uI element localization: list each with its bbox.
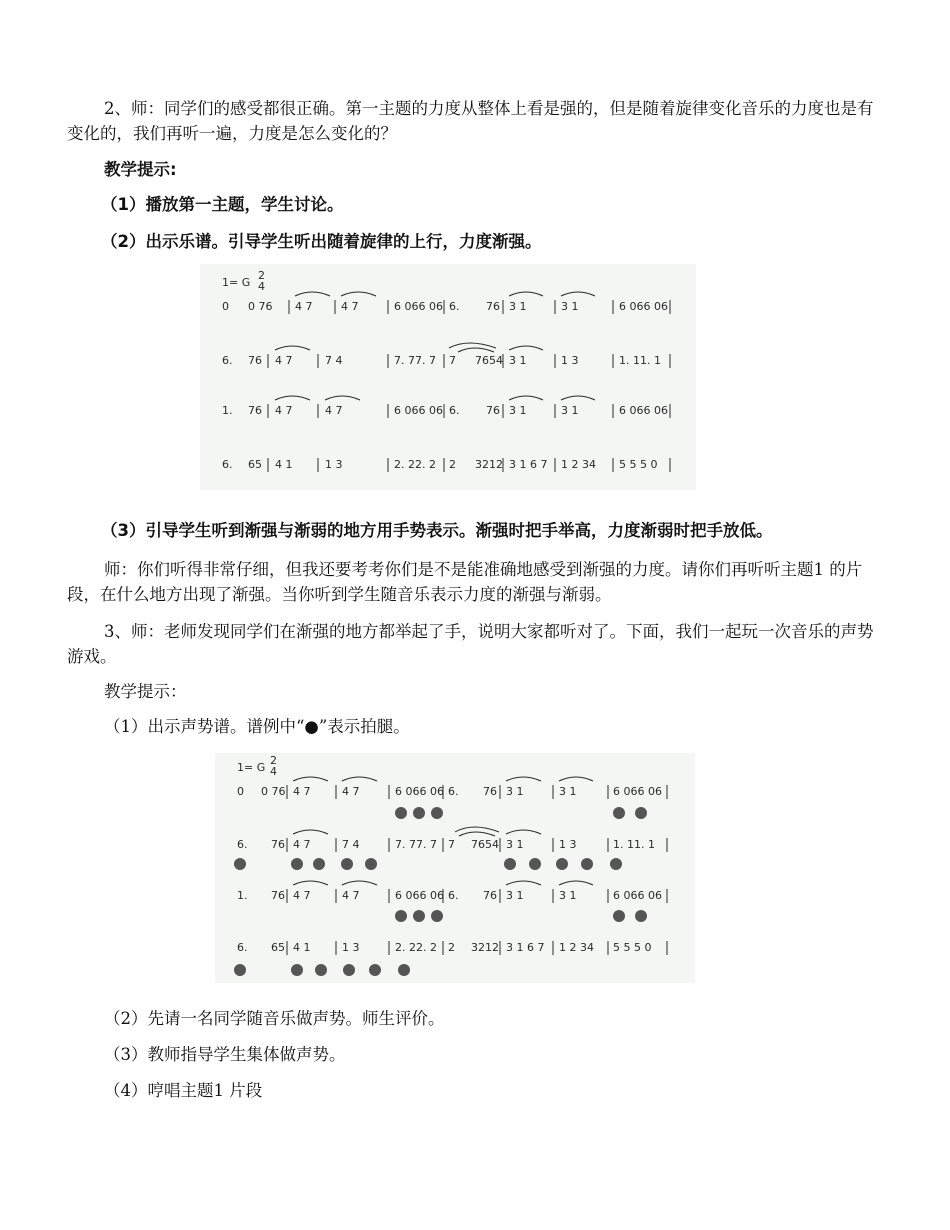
score-rows [234,777,667,976]
score-cell: 7654 [475,354,503,367]
score-cell: 3 1 [509,300,527,313]
score-cell: 2. 22. 2 [395,941,437,954]
score-cell: 4 1 [275,458,293,471]
score-cell: 3 1 6 7 [509,458,548,471]
hint-2-item-1: （1）出示声势谱。谱例中“●”表示拍腿。 [104,717,410,736]
score-row-4 [222,458,670,472]
score-cell: 1 3 [325,458,343,471]
score-row-2 [237,827,667,852]
percussion-dot [234,964,246,976]
percussion-dot [431,807,443,819]
percussion-dot [635,910,647,922]
percussion-dot [315,964,327,976]
score-cell: 6 066 06 [394,404,443,417]
score-cell: 3 1 [509,354,527,367]
score-cell: 7 [449,354,456,367]
hint-title-2: 教学提示： [104,682,187,701]
score-time-bottom: 4 [258,280,265,293]
score-cell: 1 3 [561,354,579,367]
score-cell: 6. [222,354,233,367]
score-cell: 3 1 [561,404,579,417]
score-cell: 4 7 [325,404,343,417]
score-cell: 7 [448,838,455,851]
score-row-2 [222,343,670,368]
score-key: 1= G [222,276,251,289]
percussion-dot [529,858,541,870]
score-cell: 3 1 [506,838,524,851]
percussion-dot [291,964,303,976]
hint-1-item-1: （1）播放第一主题，学生讨论。 [101,195,344,214]
score-cell: 65 [248,458,262,471]
score-cell: 4 7 [275,354,293,367]
score-cell: 2 [448,941,455,954]
score-cell: 7. 77. 7 [395,838,437,851]
percussion-dot [556,858,568,870]
score-cell: 4 7 [293,785,311,798]
percussion-dot [504,858,516,870]
score-cell: 6 066 06 [395,889,444,902]
percussion-dot [581,858,593,870]
percussion-dot [395,807,407,819]
score-time-top: 2 [258,269,265,282]
score-image-1 [200,264,696,490]
score-cell: 4 7 [275,404,293,417]
score-time-bottom: 4 [270,765,277,778]
score-cell: 2 [449,458,456,471]
score-row-4 [237,941,667,955]
score-cell: 6. [448,785,459,798]
score-cell: 1. 11. 1 [619,354,661,367]
score-cell: 6. [237,838,248,851]
percussion-dot [343,964,355,976]
percussion-dot [291,858,303,870]
percussion-dot [613,807,625,819]
score-cell: 4 7 [342,889,360,902]
score-cell: 3 1 6 7 [506,941,545,954]
score-cell: 1. [222,404,233,417]
score-image-2 [215,753,695,983]
hint-2-item-3: （3）教师指导学生集体做声势。 [104,1045,346,1064]
score-row-3 [237,881,667,903]
score-cell: 4 7 [293,889,311,902]
score-cell: 6 066 06 [613,889,662,902]
score-time-top: 2 [270,754,277,767]
score-cell: 6. [449,300,460,313]
score-cell: 3212 [475,458,503,471]
score-cell: 1 3 [559,838,577,851]
score-cell: 4 7 [341,300,359,313]
percussion-dot [398,964,410,976]
score-cell: 4 7 [342,785,360,798]
score-cell: 7. 77. 7 [394,354,436,367]
score-cell: 4 7 [295,300,313,313]
score-cell: 3212 [471,941,499,954]
score-cell: 3 1 [509,404,527,417]
percussion-dot [365,858,377,870]
score-cell: 0 76 [261,785,286,798]
score-cell: 1 2 34 [561,458,596,471]
score-cell: 1 2 34 [559,941,594,954]
paragraph-3: 3、师：老师发现同学们在渐强的地方都举起了手，说明大家都听对了。下面，我们一起玩一次音乐的声势游戏。 [67,622,874,666]
score-cell: 5 5 5 0 [619,458,658,471]
percussion-dots-row-2 [234,858,622,870]
percussion-dot [610,858,622,870]
percussion-dot [234,858,246,870]
percussion-dot [635,807,647,819]
score-notation-2 [215,753,695,983]
score-cell: 6. [448,889,459,902]
score-cell: 4 7 [293,838,311,851]
score-cell: 1. [237,889,248,902]
percussion-dot [395,910,407,922]
score-cell: 1 3 [342,941,360,954]
score-cell: 6 066 06 [394,300,443,313]
score-cell: 4 1 [293,941,311,954]
score-cell: 6 066 06 [619,404,668,417]
percussion-dot [431,910,443,922]
percussion-dot [313,858,325,870]
score-row-1 [222,292,670,314]
hint-1-item-3: （3）引导学生听到渐强与渐弱的地方用手势表示。渐强时把手举高，力度渐弱时把手放低。 [101,521,773,540]
score-notation-1 [200,264,696,490]
hint-1-item-2: （2）出示乐谱。引导学生听出随着旋律的上行，力度渐强。 [101,232,542,251]
hint-2-item-2: （2）先请一名同学随音乐做声势。师生评价。 [104,1009,445,1028]
percussion-dot [369,964,381,976]
percussion-dots-row-4 [234,964,410,976]
score-cell: 3 1 [559,889,577,902]
score-cell: 76 [486,300,500,313]
score-cell: 76 [486,404,500,417]
score-cell: 0 76 [248,300,273,313]
score-row-1 [237,777,667,799]
score-cell: 76 [271,838,285,851]
score-cell: 6 066 06 [619,300,668,313]
score-cell: 7 4 [342,838,360,851]
score-rows [222,292,670,472]
score-cell: 7 4 [325,354,343,367]
score-cell: 76 [248,354,262,367]
score-cell: 76 [248,404,262,417]
percussion-dots-row-1 [395,807,647,819]
score-key: 1= G [237,761,266,774]
paragraph-2: 师：你们听得非常仔细，但我还要考考你们是不是能准确地感受到渐强的力度。请你们再听听主题1 的片段，在什么地方出现了渐强。当你听到学生随音乐表示力度的渐强与渐弱。 [67,560,863,604]
score-cell: 0 [222,300,229,313]
score-cell: 2. 22. 2 [394,458,436,471]
percussion-dots-row-3 [395,910,647,922]
score-cell: 76 [271,889,285,902]
score-cell: 0 [237,785,244,798]
percussion-dot [413,910,425,922]
score-cell: 76 [483,889,497,902]
score-cell: 3 1 [506,785,524,798]
percussion-dot [413,807,425,819]
score-cell: 65 [271,941,285,954]
score-cell: 7654 [471,838,499,851]
score-cell: 76 [483,785,497,798]
score-cell: 5 5 5 0 [613,941,652,954]
paragraph-1: 2、师：同学们的感受都很正确。第一主题的力度从整体上看是强的，但是随着旋律变化音乐的力度也是有变化的，我们再听一遍，力度是怎么变化的？ [67,99,874,143]
hint-2-item-4: （4）哼唱主题1 片段 [104,1081,263,1100]
score-cell: 6. [222,458,233,471]
percussion-dot [613,910,625,922]
score-cell: 6. [237,941,248,954]
score-cell: 6 066 06 [395,785,444,798]
score-cell: 3 1 [559,785,577,798]
score-cell: 6 066 06 [613,785,662,798]
percussion-dot [341,858,353,870]
score-cell: 6. [449,404,460,417]
score-cell: 1. 11. 1 [613,838,655,851]
hint-title-1: 教学提示: [104,160,177,179]
score-cell: 3 1 [506,889,524,902]
score-cell: 3 1 [561,300,579,313]
score-row-3 [222,396,670,418]
